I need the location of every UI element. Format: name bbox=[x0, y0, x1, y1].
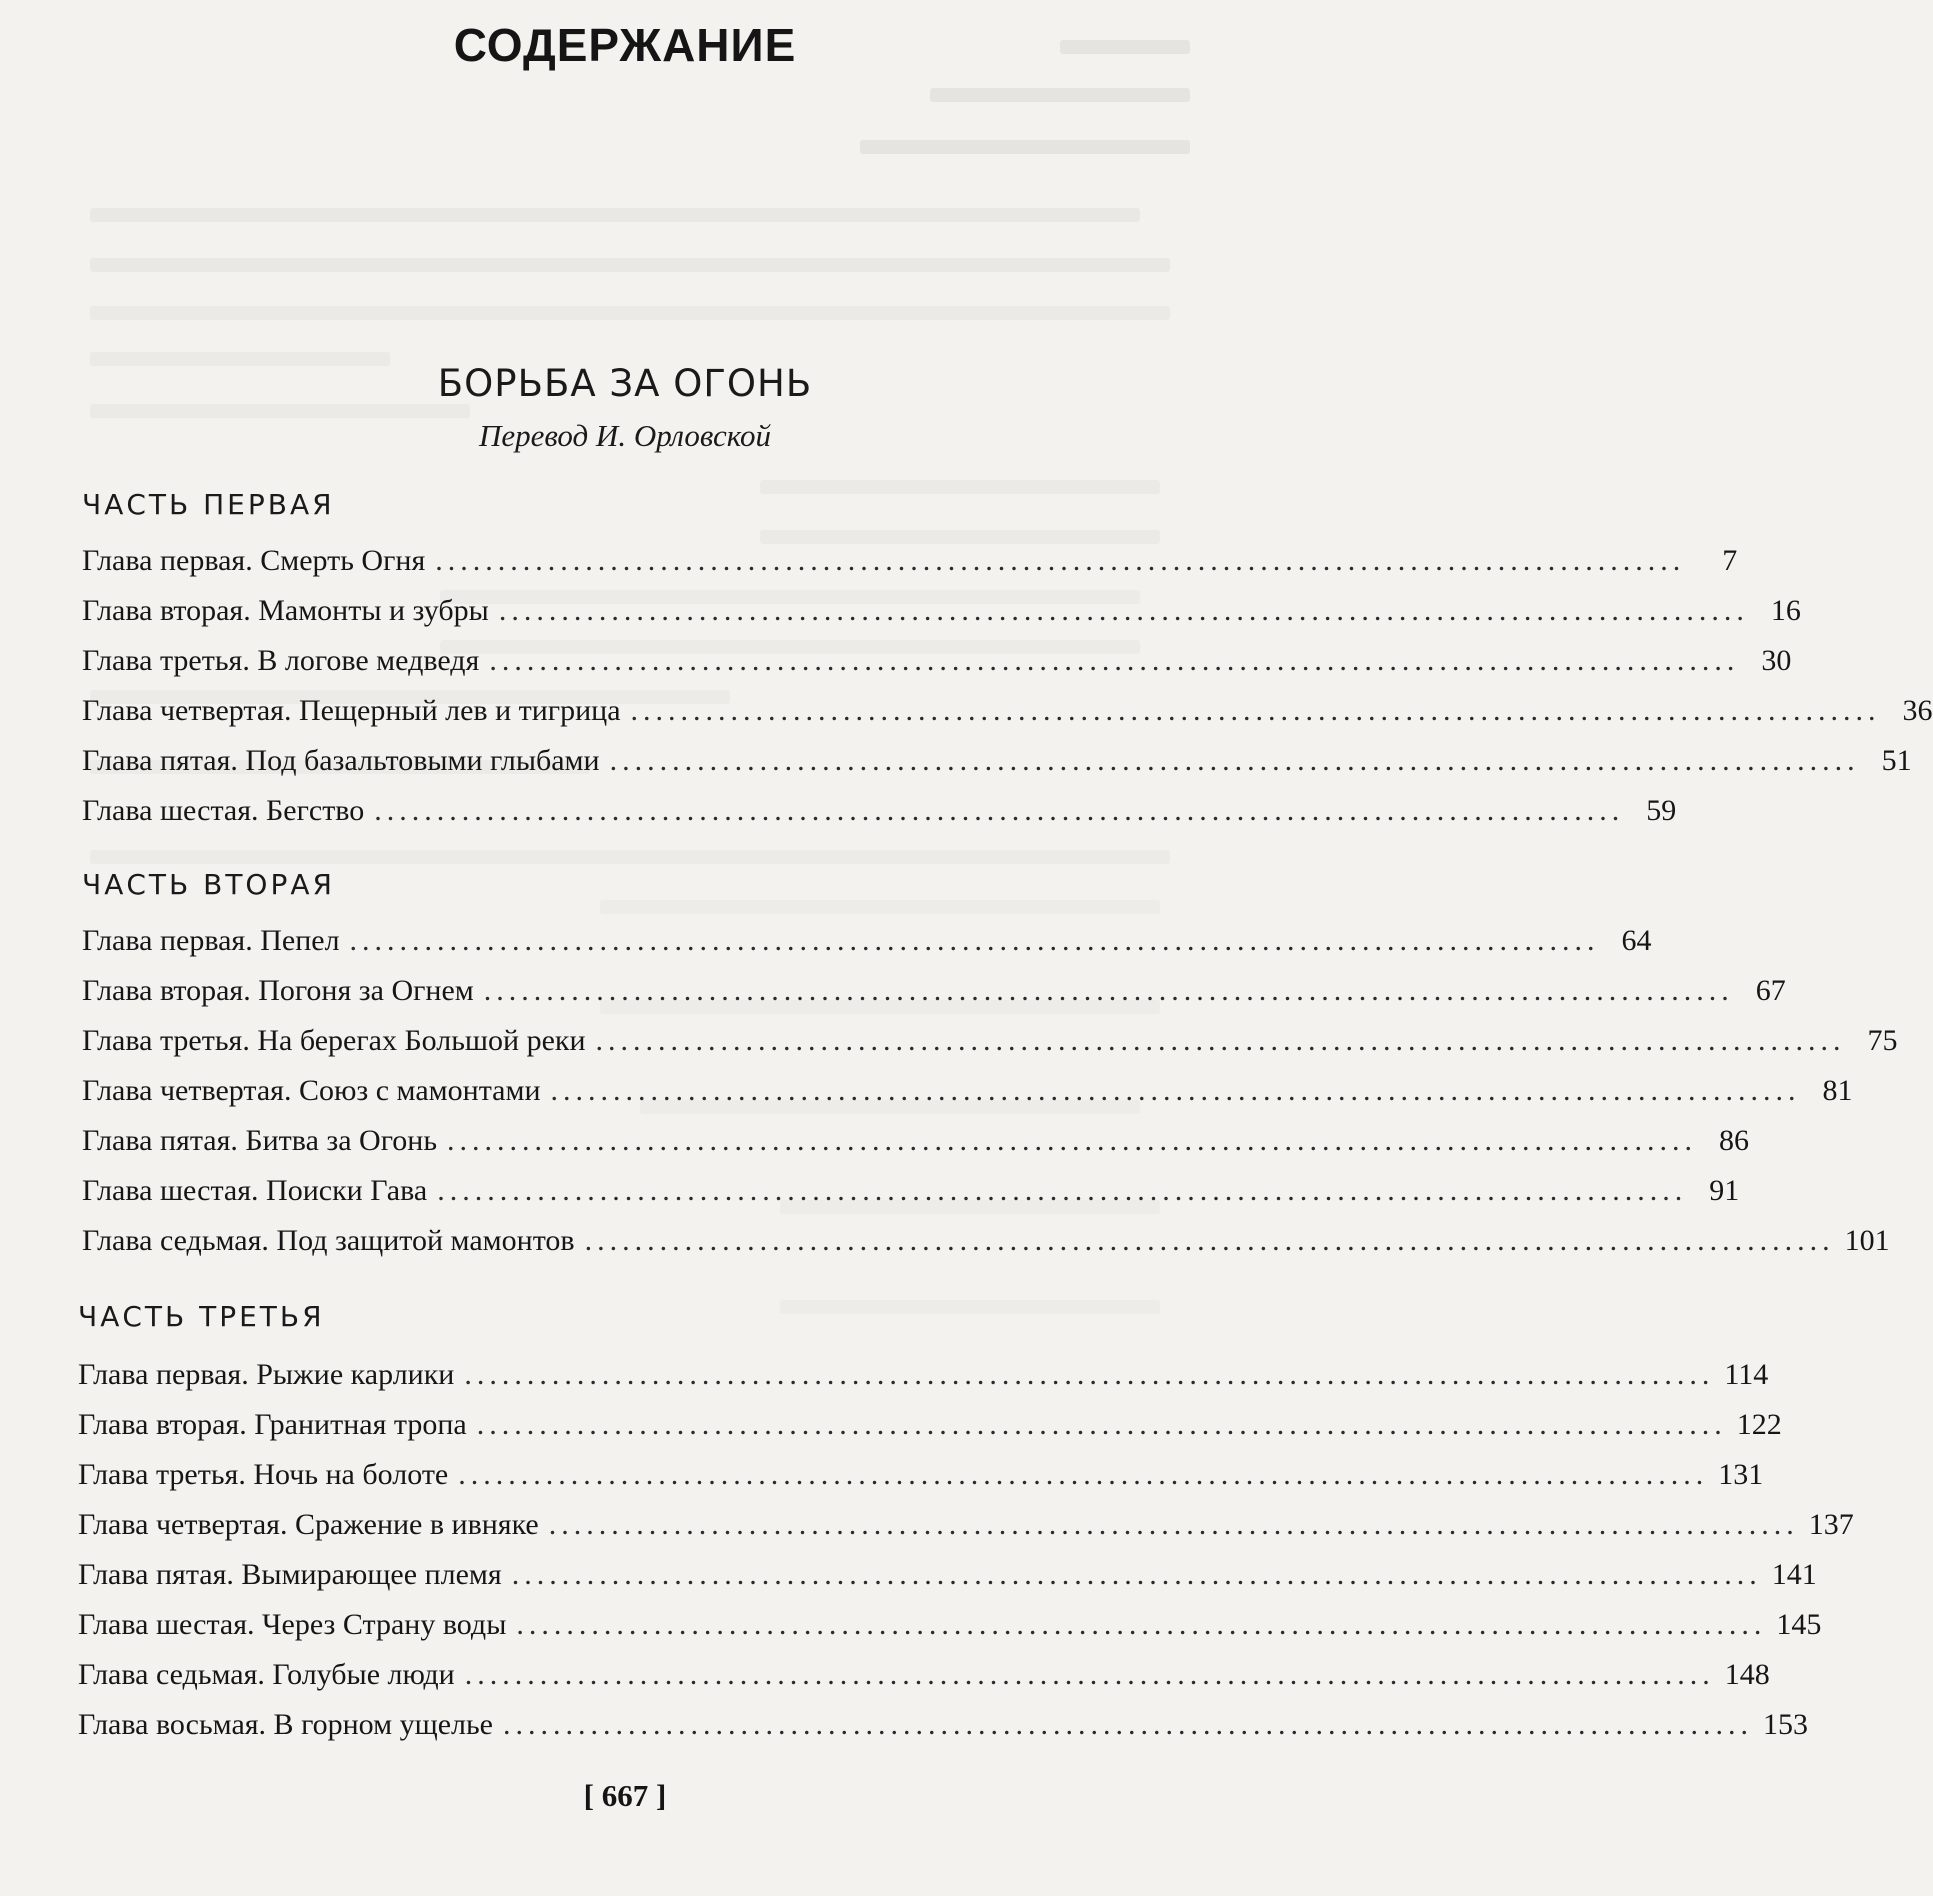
part-heading: ЧАСТЬ ТРЕТЬЯ bbox=[78, 1300, 325, 1333]
page-number: 64 bbox=[1621, 924, 1652, 957]
toc-entry[interactable] bbox=[82, 544, 1738, 586]
toc-entry[interactable] bbox=[82, 1074, 1853, 1116]
toc-entry[interactable] bbox=[78, 1658, 1770, 1700]
dot-leader: .................................................................................................... bbox=[464, 1658, 1715, 1691]
dot-leader: .................................................................................................... bbox=[516, 1608, 1767, 1641]
page-number: 51 bbox=[1881, 744, 1912, 777]
toc-entry[interactable] bbox=[82, 794, 1677, 836]
dot-leader: .................................................................................................... bbox=[437, 1174, 1688, 1207]
chapter-title: Глава третья. Ночь на болоте bbox=[78, 1458, 449, 1491]
page-number: 59 bbox=[1646, 794, 1677, 827]
chapter-title: Глава вторая. Мамонты и зубры bbox=[82, 594, 489, 627]
chapter-title: Глава пятая. Вымирающее племя bbox=[78, 1558, 502, 1591]
toc-entry[interactable] bbox=[82, 1174, 1740, 1216]
page-number: 91 bbox=[1709, 1174, 1740, 1207]
dot-leader: .................................................................................................... bbox=[458, 1458, 1709, 1491]
page-number: 36 bbox=[1902, 694, 1933, 727]
dot-leader: .................................................................................................... bbox=[464, 1358, 1715, 1391]
chapter-title: Глава четвертая. Союз с мамонтами bbox=[82, 1074, 541, 1107]
chapter-title: Глава первая. Пепел bbox=[82, 924, 340, 957]
toc-entry[interactable] bbox=[78, 1708, 1808, 1750]
dot-leader: .................................................................................................... bbox=[548, 1508, 1799, 1541]
toc-entry[interactable] bbox=[78, 1608, 1822, 1650]
page-number: 86 bbox=[1719, 1124, 1750, 1157]
chapter-title: Глава третья. На берегах Большой реки bbox=[82, 1024, 586, 1057]
chapter-title: Глава пятая. Под базальтовыми глыбами bbox=[82, 744, 600, 777]
page-folio: [ 667 ] bbox=[583, 1778, 667, 1813]
dot-leader: .................................................................................................... bbox=[502, 1708, 1753, 1741]
part-heading: ЧАСТЬ ВТОРАЯ bbox=[82, 868, 335, 901]
dot-leader: .................................................................................................... bbox=[476, 1408, 1727, 1441]
page-number: 81 bbox=[1822, 1074, 1853, 1107]
dot-leader: .................................................................................................... bbox=[595, 1024, 1846, 1057]
translator-credit: Перевод И. Орловской bbox=[478, 418, 772, 453]
chapter-title: Глава восьмая. В горном ущелье bbox=[78, 1708, 493, 1741]
toc-entry[interactable] bbox=[82, 1024, 1898, 1066]
dot-leader: .................................................................................................... bbox=[489, 644, 1740, 677]
chapter-title: Глава шестая. Поиски Гава bbox=[82, 1174, 428, 1207]
dot-leader: .................................................................................................... bbox=[584, 1224, 1835, 1257]
page-number: 114 bbox=[1724, 1358, 1769, 1391]
section-title: БОРЬБА ЗА ОГОНЬ bbox=[437, 362, 813, 405]
dot-leader: .................................................................................................... bbox=[609, 744, 1860, 777]
chapter-title: Глава пятая. Битва за Огонь bbox=[82, 1124, 438, 1157]
dot-leader: .................................................................................................... bbox=[483, 974, 1734, 1007]
toc-entry[interactable] bbox=[78, 1458, 1764, 1500]
page-number: 7 bbox=[1722, 544, 1738, 577]
toc-entry[interactable] bbox=[78, 1358, 1769, 1400]
toc-entry[interactable] bbox=[82, 1224, 1890, 1266]
chapter-title: Глава седьмая. Под защитой мамонтов bbox=[82, 1224, 575, 1257]
toc-entry[interactable] bbox=[82, 594, 1801, 636]
chapter-title: Глава шестая. Бегство bbox=[82, 794, 365, 827]
toc-entry[interactable] bbox=[82, 974, 1786, 1016]
page-number: 122 bbox=[1736, 1408, 1782, 1441]
dot-leader: .................................................................................................... bbox=[550, 1074, 1801, 1107]
toc-entry[interactable] bbox=[78, 1508, 1854, 1550]
page-number: 153 bbox=[1762, 1708, 1808, 1741]
page-number: 75 bbox=[1867, 1024, 1898, 1057]
chapter-title: Глава вторая. Погоня за Огнем bbox=[82, 974, 474, 1007]
toc-entry[interactable] bbox=[82, 1124, 1750, 1166]
dot-leader: .................................................................................................... bbox=[349, 924, 1600, 957]
chapter-title: Глава первая. Рыжие карлики bbox=[78, 1358, 455, 1391]
toc-entry[interactable] bbox=[82, 744, 1912, 786]
page-number: 145 bbox=[1776, 1608, 1822, 1641]
chapter-title: Глава седьмая. Голубые люди bbox=[78, 1658, 455, 1691]
chapter-title: Глава четвертая. Пещерный лев и тигрица bbox=[82, 694, 621, 727]
toc-entry[interactable] bbox=[78, 1408, 1782, 1450]
dot-leader: .................................................................................................... bbox=[630, 694, 1881, 727]
toc-entry[interactable] bbox=[82, 694, 1933, 736]
toc-entry[interactable] bbox=[82, 644, 1792, 686]
toc-entry[interactable] bbox=[82, 924, 1652, 966]
page-number: 131 bbox=[1718, 1458, 1764, 1491]
chapter-title: Глава третья. В логове медведя bbox=[82, 644, 480, 677]
dot-leader: .................................................................................................... bbox=[511, 1558, 1762, 1591]
chapter-title: Глава вторая. Гранитная тропа bbox=[78, 1408, 467, 1441]
dot-leader: .................................................................................................... bbox=[498, 594, 1749, 627]
dot-leader: .................................................................................................... bbox=[447, 1124, 1698, 1157]
toc-entry[interactable] bbox=[78, 1558, 1817, 1600]
page-number: 141 bbox=[1771, 1558, 1817, 1591]
page-number: 16 bbox=[1770, 594, 1801, 627]
page-number: 148 bbox=[1724, 1658, 1770, 1691]
chapter-title: Глава первая. Смерть Огня bbox=[82, 544, 426, 577]
page-number: 137 bbox=[1808, 1508, 1854, 1541]
page-number: 67 bbox=[1755, 974, 1786, 1007]
chapter-title: Глава шестая. Через Страну воды bbox=[78, 1608, 507, 1641]
dot-leader: .................................................................................................... bbox=[435, 544, 1686, 577]
chapter-title: Глава четвертая. Сражение в ивняке bbox=[78, 1508, 539, 1541]
part-heading: ЧАСТЬ ПЕРВАЯ bbox=[82, 488, 335, 521]
page-number: 30 bbox=[1761, 644, 1792, 677]
page-title: СОДЕРЖАНИЕ bbox=[453, 19, 797, 71]
dot-leader: .................................................................................................... bbox=[374, 794, 1625, 827]
page-number: 101 bbox=[1844, 1224, 1890, 1257]
